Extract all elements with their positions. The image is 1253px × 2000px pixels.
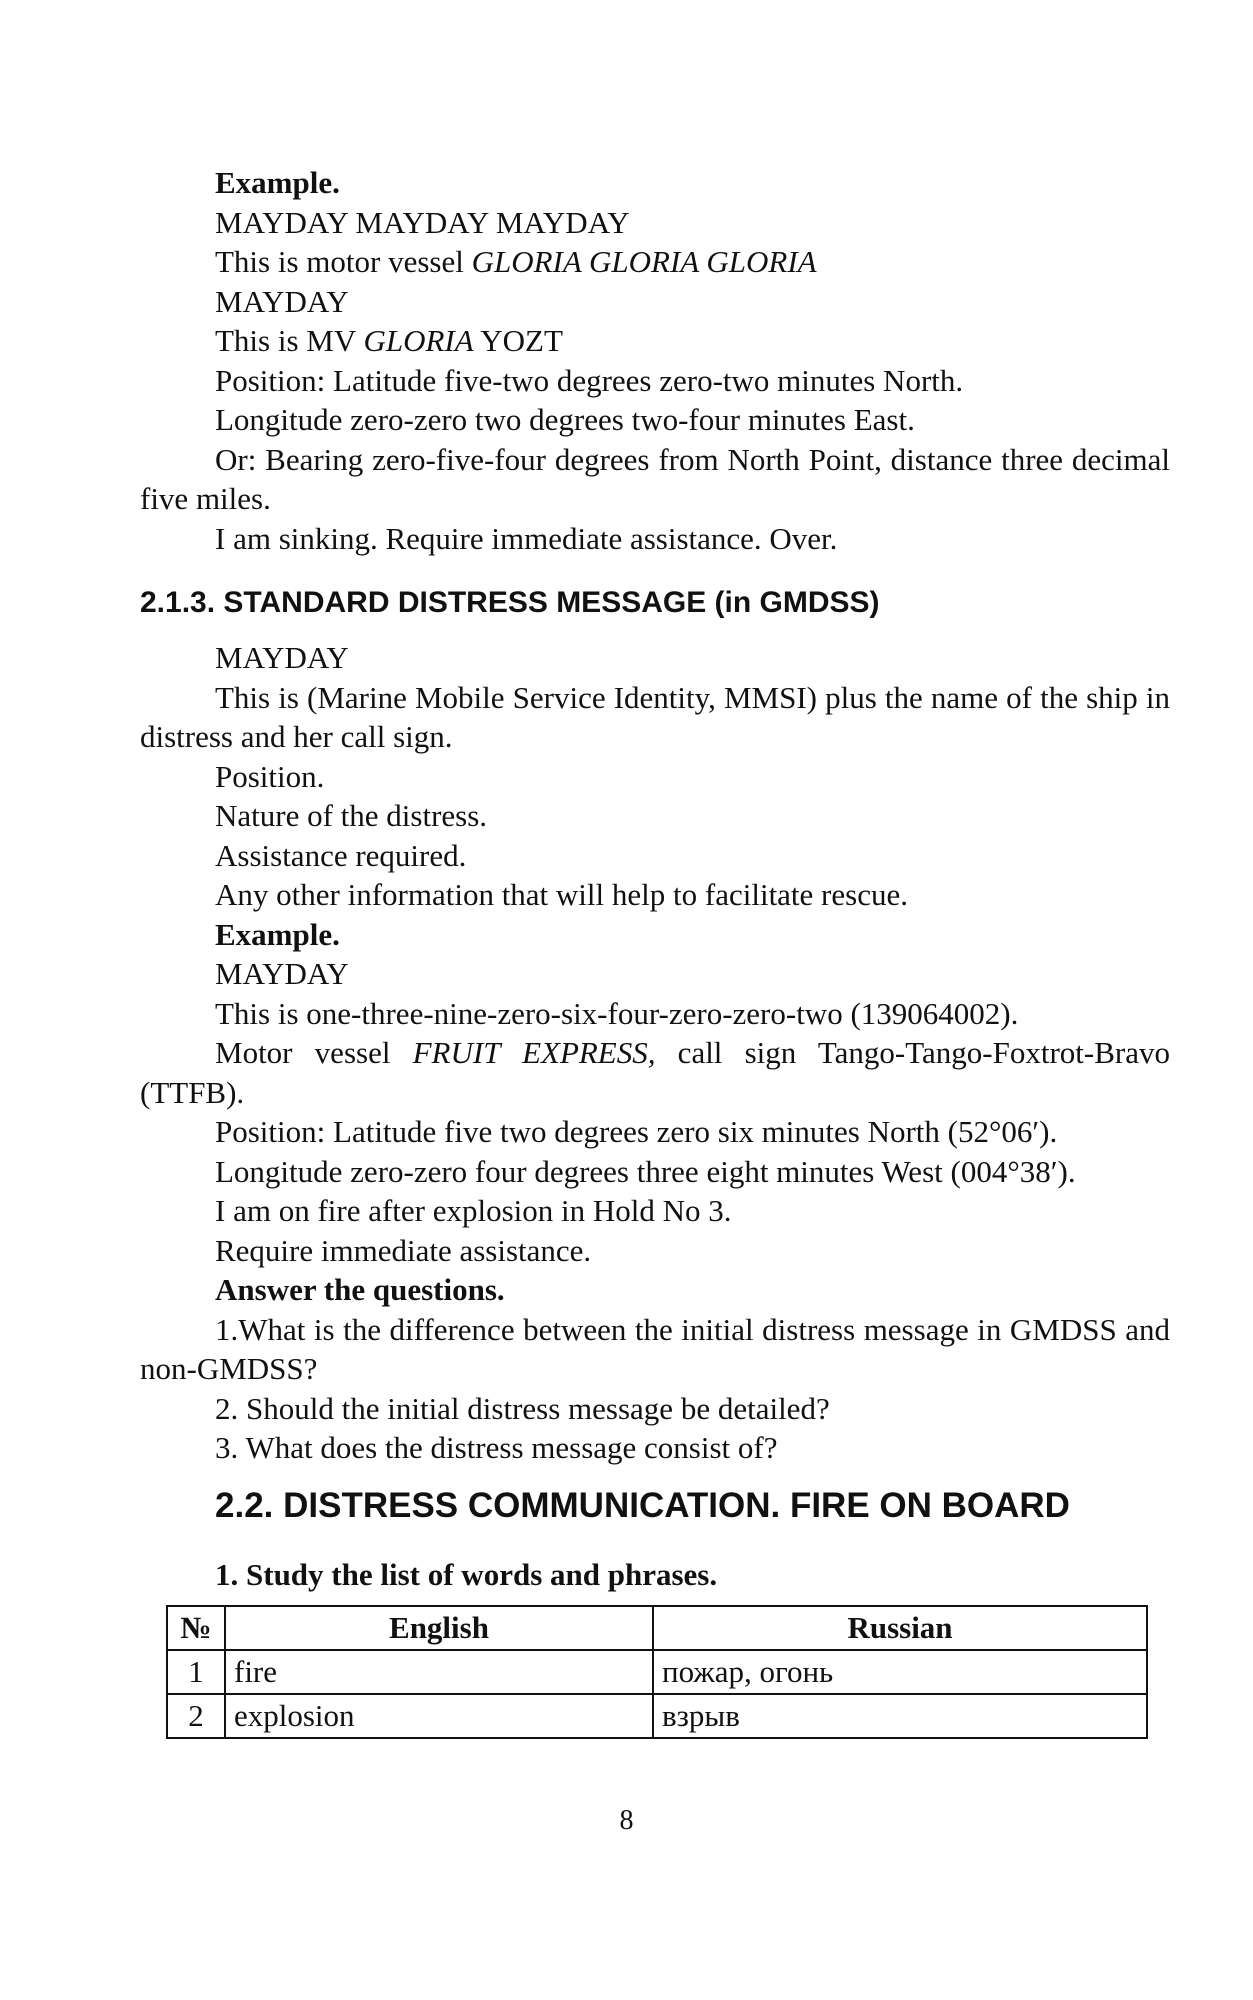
example-heading: Example.	[215, 165, 340, 200]
table-cell-english: fire	[225, 1650, 653, 1694]
ex-mmsi-line: This is one-three-nine-zero-six-four-zero-zero-two (139064002).	[215, 995, 1019, 1031]
vessel-name: GLORIA GLORIA GLORIA	[471, 244, 817, 279]
section-22-task-block	[140, 1555, 1170, 1595]
vessel-name: GLORIA	[363, 323, 474, 358]
study-task: 1. Study the list of words and phrases.	[215, 1557, 718, 1592]
table-row	[167, 1650, 1147, 1694]
other-info-line: Any other information that will help to facilitate rescue.	[215, 877, 908, 912]
nature-line: Nature of the distress.	[215, 798, 488, 833]
text-span: This is motor vessel	[215, 244, 472, 279]
mayday-triple: MAYDAY MAYDAY MAYDAY	[215, 204, 630, 240]
vessel-name: FRUIT EXPRESS,	[412, 1035, 656, 1070]
section-213-title: 2.1.3. STANDARD DISTRESS MESSAGE (in GMDSS)	[140, 586, 880, 619]
table-cell-number: 2	[167, 1694, 225, 1738]
text-span: call sign Tango-Tango-Foxtrot-Bravo (TTFB).	[140, 1035, 1170, 1110]
page-number: 8	[619, 1805, 634, 1836]
mayday-line: MAYDAY	[215, 640, 349, 675]
question-1: 1.What is the difference between the initial distress message in GMDSS and non-GMDSS?	[140, 1311, 1170, 1386]
ex-mayday-line: MAYDAY	[215, 956, 349, 991]
example-heading: Example.	[215, 916, 340, 952]
position-line: Position.	[215, 758, 325, 794]
section-213-body	[140, 638, 1170, 1468]
column-header-english: English	[225, 1606, 653, 1650]
mv-line	[140, 321, 1170, 361]
questions-heading: Answer the questions.	[215, 1272, 505, 1307]
ex-longitude-line: Longitude zero-zero four degrees three eight minutes West (004°38′).	[215, 1153, 1076, 1189]
table-cell-russian: взрыв	[653, 1694, 1147, 1738]
mayday-line: MAYDAY	[215, 283, 349, 319]
text-span: This is MV	[215, 323, 364, 358]
text-span: Motor vessel	[215, 1035, 413, 1070]
ex-vessel-line	[140, 1033, 1170, 1112]
ex-fire-line: I am on fire after explosion in Hold No 3.	[215, 1193, 732, 1228]
sinking-line: I am sinking. Require immediate assistance. Over.	[215, 520, 838, 556]
ex-position-line: Position: Latitude five two degrees zero six minutes North (52°06′).	[215, 1114, 1058, 1149]
table-row	[167, 1694, 1147, 1738]
question-3: 3. What does the distress message consist of?	[215, 1430, 778, 1465]
section-213-heading-block	[140, 583, 1170, 623]
ex-require-line: Require immediate assistance.	[215, 1232, 592, 1268]
bearing-line: Or: Bearing zero-five-four degrees from North Point, distance three decimal five miles.	[140, 441, 1170, 516]
this-is-line: This is (Marine Mobile Service Identity, MMSI) plus the name of the ship in distress and her call sign.	[140, 679, 1170, 754]
this-is-vessel-line	[140, 242, 1170, 282]
column-header-number: №	[167, 1606, 225, 1650]
table-cell-number: 1	[167, 1650, 225, 1694]
call-sign: YOZT	[473, 323, 563, 358]
table-cell-russian: пожар, огонь	[653, 1650, 1147, 1694]
section-22-heading-block	[215, 1484, 1245, 1528]
table-cell-english: explosion	[225, 1694, 653, 1738]
position-line: Position: Latitude five-two degrees zero-two minutes North.	[215, 362, 964, 398]
table-header-row	[167, 1606, 1147, 1650]
question-2: 2. Should the initial distress message be detailed?	[215, 1390, 830, 1426]
example-block	[140, 163, 1170, 558]
longitude-line: Longitude zero-zero two degrees two-four minutes East.	[215, 402, 915, 437]
column-header-russian: Russian	[653, 1606, 1147, 1650]
assistance-line: Assistance required.	[215, 837, 467, 873]
vocabulary-table	[166, 1605, 1148, 1739]
section-22-title: 2.2. DISTRESS COMMUNICATION. FIRE ON BOARD	[215, 1486, 1070, 1525]
